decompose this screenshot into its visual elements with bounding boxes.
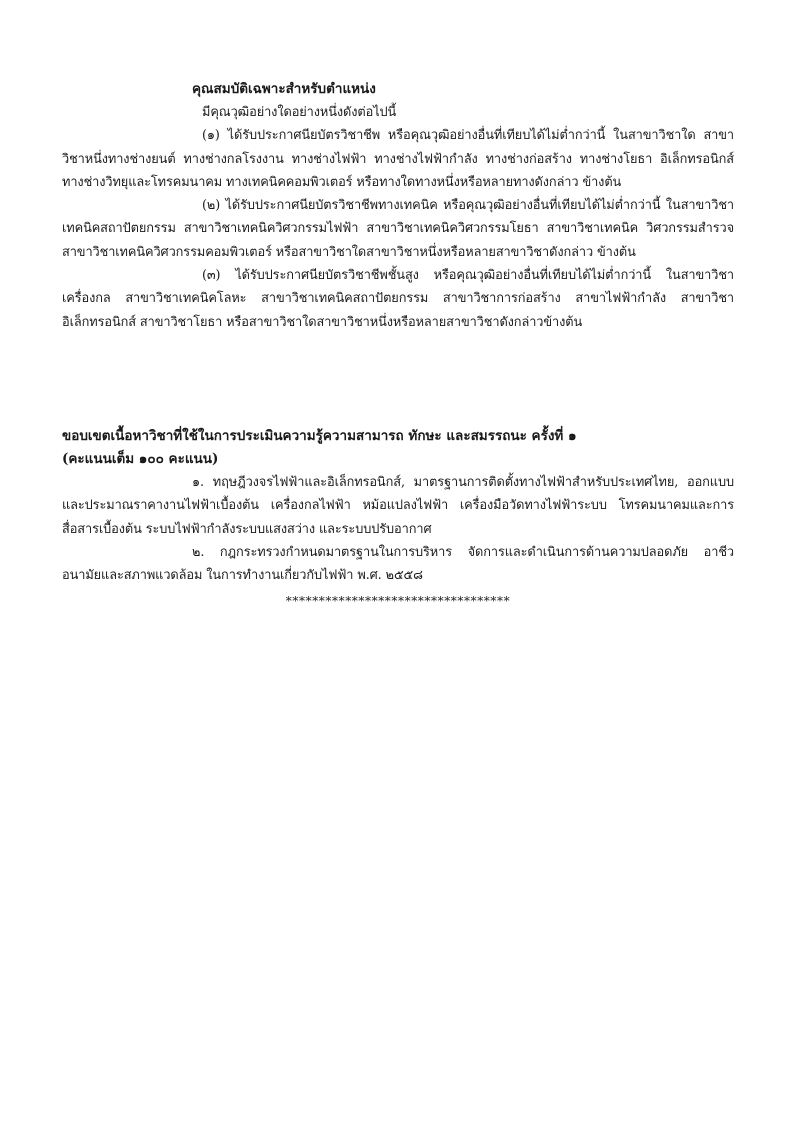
qualification-item-2-text: ได้รับประกาศนียบัตรวิชาชีพทางเทคนิค หรือคุณวุฒิอย่างอื่นที่เทียบได้ไม่ต่ำกว่านี้ ในสาขาวิชาเทคนิคสถาปัตยกรรม สาขาวิชาเทคนิควิศวกรรมไฟฟ้า สาขาวิชาเทคนิควิศวกรรมโยธา สาขาวิชาเทคนิค วิศวกรรมสำรวจ สาขาวิชาเทคนิควิศวกรรมคอมพิวเตอร์ หรือสาขาวิชาใดสาขาวิชาหนึ่งหรือหลายสาขาวิชาดังกล่าว ข้างต้น	[62, 198, 734, 260]
qualification-item-1-number: (๑)	[202, 128, 220, 144]
qualification-item-3-number: (๓)	[202, 268, 221, 284]
end-marker: **********************************	[285, 594, 511, 609]
scope-item-1-number: ๑.	[192, 475, 204, 490]
qualifications-heading: คุณสมบัติเฉพาะสำหรับตำแหน่ง	[192, 81, 376, 97]
scope-heading: ขอบเขตเนื้อหาวิชาที่ใช้ในการประเมินความรู้ความสามารถ ทักษะ และสมรรถนะ ครั้งที่ ๑	[62, 428, 577, 444]
qualification-item-3-text: ได้รับประกาศนียบัตรวิชาชีพชั้นสูง หรือคุณวุฒิอย่างอื่นที่เทียบได้ไม่ต่ำกว่านี้ ในสาขาวิชาเครื่องกล สาขาวิชาเทคนิคโลหะ สาขาวิชาเทคนิคสถาปัตยกรรม สาขาวิชาการก่อสร้าง สาขาไฟฟ้ากำลัง สาขาวิชาอิเล็กทรอนิกส์ สาขาวิชาโยธา หรือสาขาวิชาใดสาขาวิชาหนึ่งหรือหลายสาขาวิชาดังกล่าวข้างต้น	[62, 268, 734, 330]
scope-item-1-text: ทฤษฎีวงจรไฟฟ้าและอิเล็กทรอนิกส์, มาตรฐานการติดตั้งทางไฟฟ้าสำหรับประเทศไทย, ออกแบบและประมาณราคางานไฟฟ้าเบื้องต้น เครื่องกลไฟฟ้า หม้อแปลงไฟฟ้า เครื่องมือวัดทางไฟฟ้าระบบ โทรคมนาคมและการสื่อสารเบื้องต้น ระบบไฟฟ้ากำลังระบบแสงสว่าง และระบบปรับอากาศ	[62, 475, 735, 537]
scope-item-2-number: ๒.	[192, 544, 205, 560]
scope-item-2-text: กฎกระทรวงกำหนดมาตรฐานในการบริหาร จัดการและดำเนินการด้านความปลอดภัย อาชีวอนามัยและสภาพแวดล้อม ในการทำงานเกี่ยวกับไฟฟ้า พ.ศ. ๒๕๕๘	[62, 544, 734, 584]
scope-item-2	[62, 541, 734, 588]
qualifications-intro: มีคุณวุฒิอย่างใดอย่างหนึ่งดังต่อไปนี้	[202, 105, 397, 120]
qualification-item-1	[62, 124, 734, 194]
qualification-item-1-text: ได้รับประกาศนียบัตรวิชาชีพ หรือคุณวุฒิอย่างอื่นที่เทียบได้ไม่ต่ำกว่านี้ ในสาขาวิชาใด สาขาวิชาหนึ่งทางช่างยนต์ ทางช่างกลโรงงาน ทางช่างไฟฟ้า ทางช่างไฟฟ้ากำลัง ทางช่างก่อสร้าง ทางช่างโยธา อิเล็กทรอนิกส์ ทางช่างวิทยุและโทรคมนาคม ทางเทคนิคคอมพิวเตอร์ หรือทางใดทางหนึ่งหรือหลายทางดังกล่าว ข้างต้น	[62, 128, 734, 190]
qualification-item-3	[62, 264, 734, 334]
scope-section	[62, 425, 734, 611]
scope-item-1	[62, 471, 734, 541]
qualification-item-2	[62, 194, 734, 264]
qualification-item-2-number: (๒)	[202, 198, 221, 214]
qualifications-section	[62, 78, 734, 334]
scope-subheading: (คะแนนเต็ม ๑๐๐ คะแนน)	[62, 451, 219, 467]
